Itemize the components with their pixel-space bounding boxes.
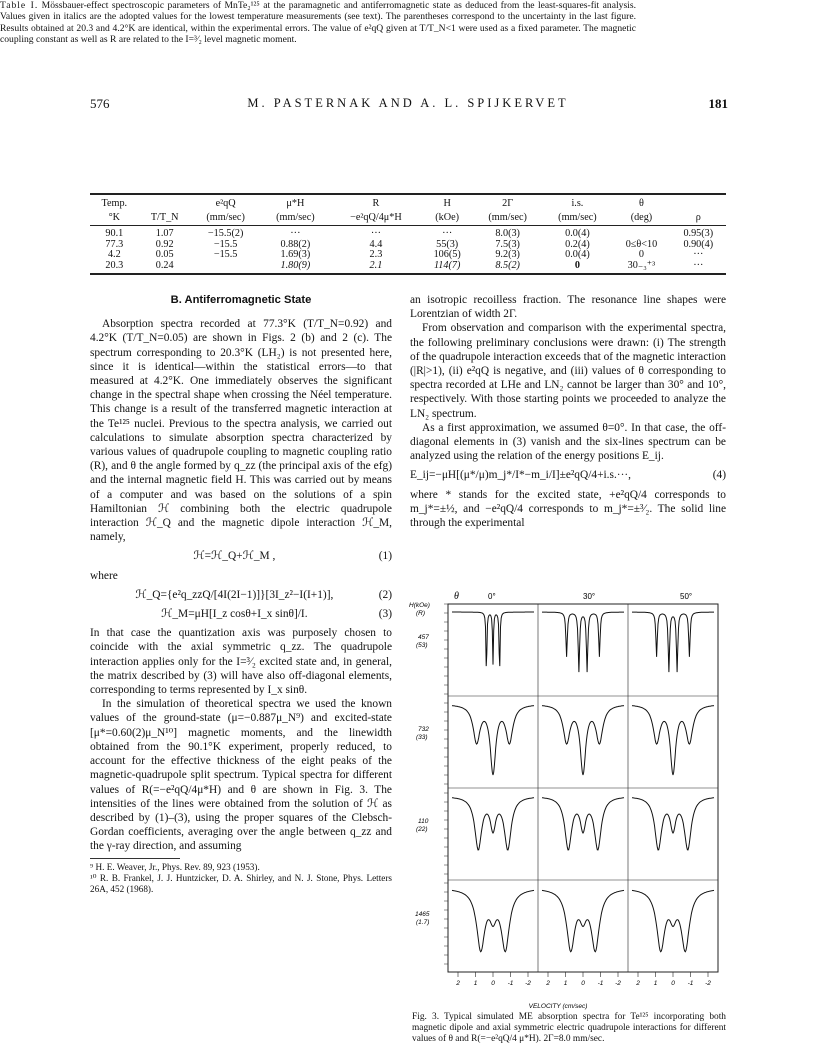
th-h: H <box>422 194 473 211</box>
row-label-h: 110 <box>418 818 429 825</box>
table-label: Table I. <box>0 0 39 11</box>
table-cell: 4.4 <box>369 238 383 250</box>
spectrum-curve <box>542 706 624 775</box>
equation-4 <box>410 468 726 482</box>
spectrum-curve <box>632 612 714 672</box>
table-row <box>90 240 726 251</box>
figure-3 <box>408 590 728 1010</box>
x-tick-label: 1 <box>653 980 658 987</box>
paragraph: As a first approximation, we assumed θ=0°. In that case, the off-diagonal elements in (3) vanish and the six-lines spectrum can be analyzed using the relation of the energy positions E_ij. <box>410 421 726 463</box>
th-muh-unit: (mm/sec) <box>261 211 331 226</box>
table-cell: 8.5(2) <box>473 261 543 275</box>
equation-2 <box>90 588 392 602</box>
spectrum-curve <box>542 890 624 951</box>
table-caption-text: Mössbauer-effect spectroscopic parameters of MnTe₂¹²⁵ at the paramagnetic and antiferromagnetic state as deduced from the least-squares-fit analysis. Values given in italics are the adopted values for the lowest temperature measurements (see text). The parentheses correspond to the uncertainty in the last figure. Results obtained at 20.3 and 4.2°K are identical, within the experimental errors. The value of e²qQ given at T/T_N<1 were used as a fixed parameter. The magnetic coupling constant as well as R are related to the I=³⁄₂ level magnetic moment. <box>0 0 636 46</box>
table-cell: 1.80(9) <box>261 261 331 275</box>
table-cell: 0.0(4) <box>565 228 590 239</box>
equation-body: ℋ=ℋ_Q+ℋ_M , <box>193 550 276 563</box>
spectrum-curve <box>452 798 534 850</box>
volume-number: 181 <box>708 96 728 111</box>
table-cell: ··· <box>370 228 382 239</box>
table-cell: 55(3) <box>436 238 459 250</box>
table-cell: 90.1 <box>105 228 124 239</box>
table-cell: ··· <box>693 249 704 261</box>
equation-body: ℋ_M=μH[I_z cosθ+I_x sinθ]/I. <box>161 608 308 621</box>
paragraph: In that case the quantization axis was purposely chosen to coincide with the axial symmetric q_zz. The quadrupole interaction applies only for the I=³⁄₂ excited state and, in general, the matrix described by (3) will have also off-diagonal elements, corresponding to terms represented by I_x sinθ. <box>90 627 392 697</box>
th-rho <box>671 194 726 211</box>
x-tick-label: -1 <box>507 980 514 987</box>
th-rho-unit: ρ <box>671 211 726 226</box>
left-column <box>90 293 392 895</box>
spectra-figure <box>408 590 728 1010</box>
th-muh: μ*H <box>261 194 331 211</box>
spectrum-curve <box>632 890 714 951</box>
row-label-h: 1465 <box>415 911 430 918</box>
x-tick-label: -2 <box>615 980 621 987</box>
table-row <box>90 261 726 275</box>
table-cell: −15.5(2) <box>207 228 244 239</box>
x-tick-label: 0 <box>671 980 675 987</box>
table-cell: ··· <box>290 228 301 239</box>
table-cell: 2.1 <box>330 261 421 275</box>
x-tick-label: 1 <box>473 980 478 987</box>
x-tick-label: 0 <box>491 980 495 987</box>
table-cell: 2.3 <box>369 249 383 261</box>
th-r: R <box>330 194 421 211</box>
footnote: ⁹ H. E. Weaver, Jr., Phys. Rev. 89, 923 (1953). <box>90 861 260 872</box>
table-cell: 0.88(2) <box>280 238 311 250</box>
x-tick-label: 2 <box>636 980 640 987</box>
th-e2qq-unit: (mm/sec) <box>191 211 261 226</box>
running-head: M. PASTERNAK AND A. L. SPIJKERVET <box>247 96 569 110</box>
table-cell: 0.92 <box>155 238 174 250</box>
th-ratio <box>139 194 191 211</box>
paragraph: From observation and comparison with the experimental spectra, the following preliminary conclusions were drawn: (i) The strength of the quadrupole interaction exceeds that of the magnetic interaction (|R|>1), (ii) e²qQ is negative, and (iii) values of θ corresponding to spectra recorded at LHe and LN₂ cannot be larger than 30° and 10°, respectively. With those starting points we proceeded to analyze the LN₂ spectrum. <box>410 322 726 420</box>
spectrum-curve <box>542 612 624 672</box>
theta-value-30: 30° <box>583 592 596 601</box>
table-cell: ··· <box>442 228 453 239</box>
table-cell: 20.3 <box>90 261 139 275</box>
table-cell: 30₋₃⁺³ <box>612 261 670 275</box>
parameters-table <box>90 193 726 275</box>
x-axis-label: VELOCITY (cm/sec) <box>528 1003 588 1010</box>
paragraph: an isotropic recoilless fraction. The resonance line shapes were Lorentzian of width 2Γ. <box>410 294 726 321</box>
x-tick-label: 0 <box>581 980 585 987</box>
x-tick-label: -2 <box>525 980 531 987</box>
th-ratio-unit: T/T_N <box>139 211 191 226</box>
right-column <box>410 293 726 530</box>
x-tick-label: -2 <box>705 980 711 987</box>
equation-3 <box>90 607 392 621</box>
equation-1 <box>90 549 392 563</box>
spectrum-curve <box>452 706 534 775</box>
figure-caption: Fig. 3. Typical simulated ME absorption spectra for Te¹²⁵ incorporating both magnetic dipole and axial symmetric electric quadrupole interactions for different values of θ and R(=−e²qQ/4 μ*H). 2Γ=8.0 mm/sec. <box>412 1012 726 1045</box>
th-theta: θ <box>612 194 670 211</box>
equation-body: ℋ_Q={e²q_zzQ/[4I(2I−1)]}[3I_z²−I(I+1)], <box>135 588 334 601</box>
table-header-row-1 <box>90 194 726 211</box>
footnote: ¹⁰ R. B. Frankel, J. J. Huntzicker, D. A. Shirley, and N. J. Stone, Phys. Letters 26A, 452 (1968). <box>90 872 392 894</box>
x-tick-label: -1 <box>597 980 604 987</box>
paragraph: where * stands for the excited state, +e²qQ/4 corresponds to m_j*=±½, and −e²qQ/4 corresponds to m_j*=±³⁄₂. The solid line through the experimental <box>410 488 726 530</box>
table-cell: 1.07 <box>155 228 174 239</box>
table-header-row-2 <box>90 211 726 226</box>
table-cell: 0 <box>543 261 613 275</box>
th-gamma: 2Γ <box>473 194 543 211</box>
th-r-unit: −e²qQ/4μ*H <box>330 211 421 226</box>
table-cell: 0.05 <box>155 249 174 261</box>
x-tick-label: 2 <box>546 980 550 987</box>
table-cell: −15.5 <box>213 249 238 261</box>
theta-value-0: 0° <box>488 592 496 601</box>
table-cell: 0 <box>638 249 644 261</box>
equation-number: (4) <box>712 469 726 482</box>
table-cell: 0.95(3) <box>683 228 714 239</box>
equation-number: (3) <box>378 608 392 621</box>
th-gamma-unit: (mm/sec) <box>473 211 543 226</box>
footnote-rule <box>90 858 180 859</box>
table-cell: 0.2(4) <box>565 238 590 250</box>
row-label-r: (1.7) <box>416 919 430 926</box>
table-cell: 9.2(3) <box>495 249 520 261</box>
row-label-h: 457 <box>418 634 429 641</box>
table-cell: 4.2 <box>107 249 121 261</box>
paragraph: Absorption spectra recorded at 77.3°K (T/T_N=0.92) and 4.2°K (T/T_N=0.05) are shown in Figs. 2 (b) and 2 (c). The spectrum corresponding to 20.3°K (LH₂) is not presented here, since it is identical—within the statistical errors—to that measured at 4.2°K. One immediately observes the significant change in the spectral shape when crossing the Néel temperature. This change is a result of the transferred magnetic interaction at the Te¹²⁵ nuclei. Previous to the spectra analysis, we carried out calculations to simulate absorption spectra characterized by various values of quadrupole coupling to magnetic coupling ratio (R), and θ the angle formed by q_zz (the principal axis of the efg) and the internal magnetic field H. This was carried out by means of a computer and was based on the solutions of a spin Hamiltonian ℋ combining both the electric quadrupole interaction ℋ_Q and the magnetic dipole interaction ℋ_M, namely, <box>90 318 392 544</box>
table-cell: 7.5(3) <box>495 238 520 250</box>
x-tick-label: 2 <box>456 980 460 987</box>
spectrum-curve <box>632 706 714 775</box>
table-cell: 0.24 <box>139 261 191 275</box>
theta-label: θ <box>454 591 459 602</box>
spectrum-curve <box>452 612 534 666</box>
equation-number: (1) <box>378 550 392 563</box>
spectrum-curve <box>542 798 624 850</box>
spectrum-curve <box>452 890 534 951</box>
table-cell: 1.69(3) <box>280 249 311 261</box>
paragraph: In the simulation of theoretical spectra we used the known values of the ground-state (μ=−0.887μ_N⁹) and excited-state [μ*=0.60(2)μ_N¹⁰] magnetic moments, and the linewidth obtained from the 90.1°K experiment, properly reduced, to account for the effective thickness of the eight peaks of the magnetic-quadrupole split spectrum. Typical spectra for different values of R(=−e²qQ/4μ*H) and θ are shown in Fig. 3. The intensities of the lines were obtained from the solution of ℋ as described by (1)–(3), using the proper squares of the Clebsch-Gordan coefficients, averaging over the angle between q_zz and the γ-ray direction, and assuming <box>90 698 392 853</box>
table-caption <box>0 0 636 46</box>
row-label-r: (53) <box>416 642 428 649</box>
paragraph: where <box>90 569 118 582</box>
theta-value-50: 50° <box>680 592 693 601</box>
th-temp-unit: °K <box>90 211 139 226</box>
page-number: 576 <box>90 96 110 111</box>
spectra-curves <box>452 612 714 952</box>
table-row <box>90 226 726 240</box>
table-cell: 0.0(4) <box>565 249 590 261</box>
table-cell: 106(5) <box>433 249 461 261</box>
table-cell: 77.3 <box>105 238 124 250</box>
x-tick-label: 1 <box>563 980 568 987</box>
th-e2qq: e²qQ <box>191 194 261 211</box>
x-tick-label: -1 <box>687 980 694 987</box>
table-cell: 0≤θ<10 <box>625 238 658 250</box>
row-label-h: 732 <box>418 726 429 733</box>
th-h-unit: (kOe) <box>422 211 473 226</box>
row-label-r: (22) <box>416 826 428 833</box>
y-header-top: H(kOe) <box>409 602 430 609</box>
table-cell <box>191 261 261 275</box>
equation-body: E_ij=−μH[(μ*/μ)m_j*/I*−m_i/I]±e²qQ/4+i.s.···, <box>410 469 632 482</box>
section-heading: B. Antiferromagnetic State <box>170 294 312 306</box>
th-temp: Temp. <box>90 194 139 211</box>
table-cell: −15.5 <box>213 238 238 250</box>
table-cell: 8.0(3) <box>495 228 520 239</box>
y-header-bottom: (R) <box>416 610 426 617</box>
spectrum-curve <box>632 798 714 850</box>
table-cell: 114(7) <box>422 261 473 275</box>
th-theta-unit: (deg) <box>612 211 670 226</box>
table-cell: ··· <box>671 261 726 275</box>
equation-number: (2) <box>378 588 392 601</box>
th-is-unit: (mm/sec) <box>543 211 613 226</box>
th-is: i.s. <box>543 194 613 211</box>
table-cell <box>612 226 670 240</box>
row-label-r: (33) <box>416 734 428 741</box>
table-cell: 0.90(4) <box>683 238 714 250</box>
